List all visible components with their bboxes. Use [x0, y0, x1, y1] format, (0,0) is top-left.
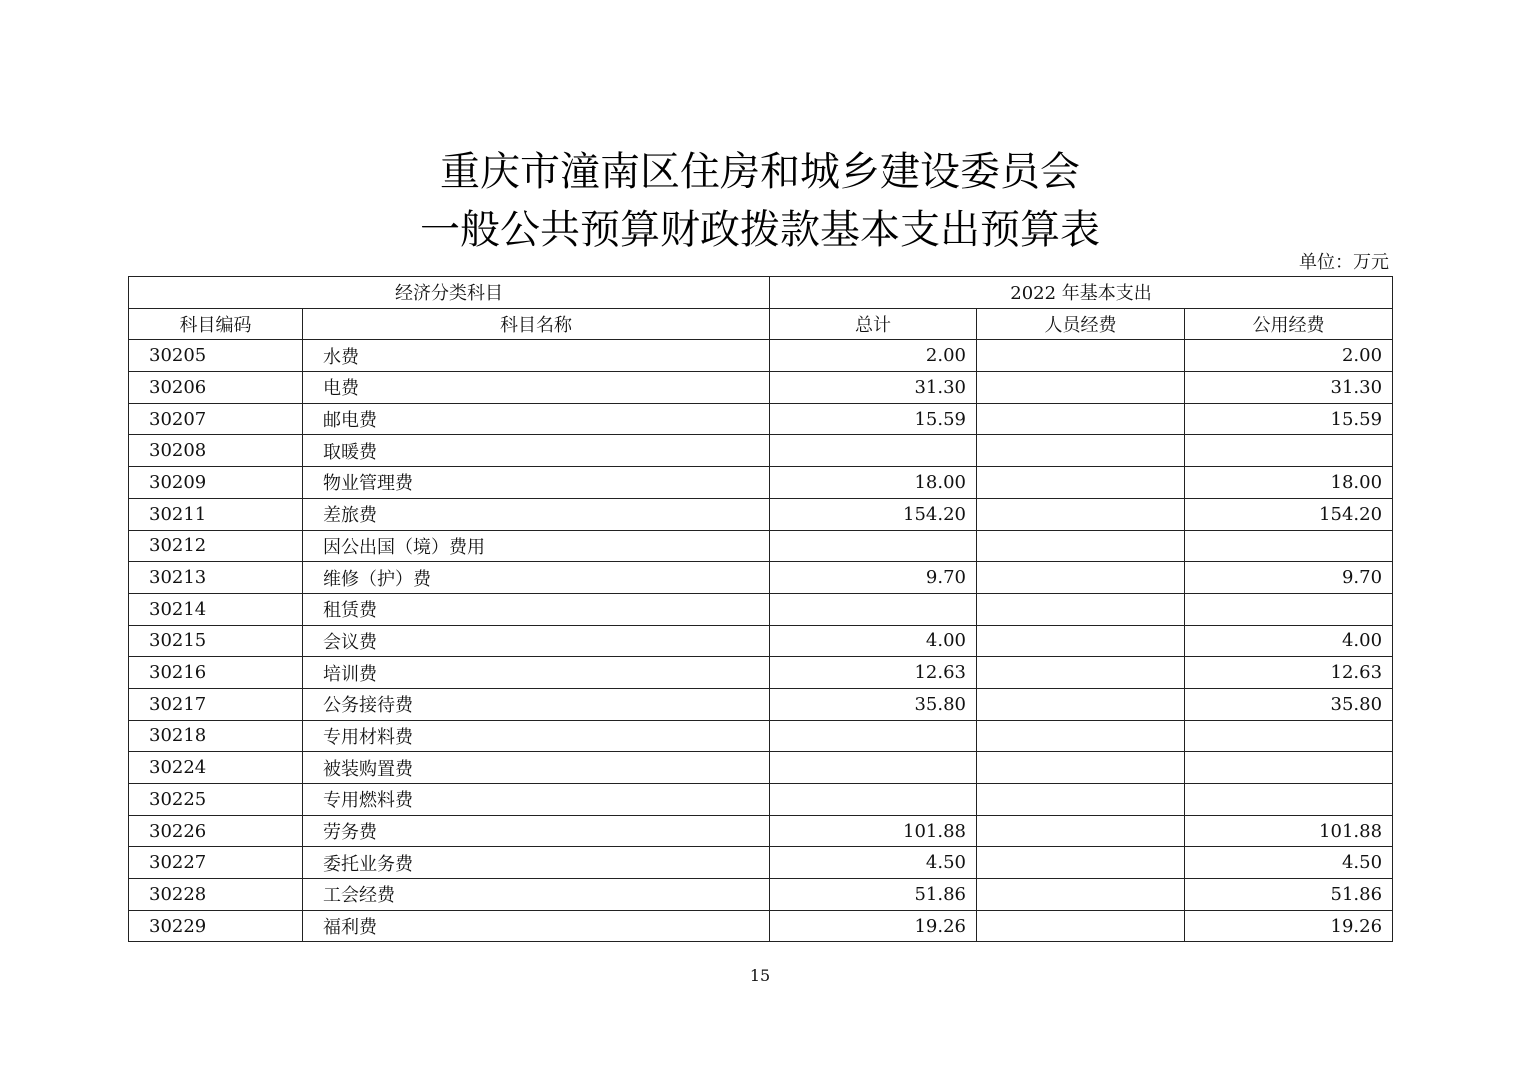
table-row [129, 815, 1393, 847]
cell-public: 4.00 [1185, 625, 1393, 657]
cell-total: 15.59 [770, 403, 977, 435]
cell-code: 30213 [129, 562, 303, 594]
cell-code: 30227 [129, 847, 303, 879]
cell-total [770, 435, 977, 467]
cell-public: 18.00 [1185, 467, 1393, 499]
cell-code: 30224 [129, 752, 303, 784]
cell-personnel [977, 720, 1185, 752]
cell-personnel [977, 752, 1185, 784]
cell-personnel [977, 657, 1185, 689]
cell-name: 专用材料费 [303, 720, 770, 752]
table-row [129, 562, 1393, 594]
cell-code: 30208 [129, 435, 303, 467]
cell-public [1185, 752, 1393, 784]
table-row [129, 784, 1393, 816]
cell-code: 30212 [129, 530, 303, 562]
cell-name: 因公出国（境）费用 [303, 530, 770, 562]
cell-name: 物业管理费 [303, 467, 770, 499]
cell-personnel [977, 847, 1185, 879]
cell-name: 取暖费 [303, 435, 770, 467]
cell-public [1185, 435, 1393, 467]
cell-total [770, 784, 977, 816]
cell-personnel [977, 340, 1185, 372]
cell-public: 4.50 [1185, 847, 1393, 879]
cell-total: 31.30 [770, 372, 977, 404]
cell-public: 101.88 [1185, 815, 1393, 847]
cell-total: 9.70 [770, 562, 977, 594]
cell-total: 51.86 [770, 879, 977, 911]
cell-public: 12.63 [1185, 657, 1393, 689]
cell-name: 劳务费 [303, 815, 770, 847]
table-group-header-row [129, 277, 1393, 309]
cell-total: 154.20 [770, 498, 977, 530]
cell-name: 工会经费 [303, 879, 770, 911]
cell-personnel [977, 435, 1185, 467]
table-row [129, 910, 1393, 942]
unit-label: 单位：万元 [1299, 252, 1389, 273]
cell-public: 15.59 [1185, 403, 1393, 435]
cell-code: 30206 [129, 372, 303, 404]
table-row [129, 467, 1393, 499]
cell-public: 9.70 [1185, 562, 1393, 594]
table-row [129, 657, 1393, 689]
table-row [129, 593, 1393, 625]
cell-public: 154.20 [1185, 498, 1393, 530]
cell-personnel [977, 372, 1185, 404]
cell-personnel [977, 593, 1185, 625]
table-row [129, 435, 1393, 467]
cell-code: 30211 [129, 498, 303, 530]
table-row [129, 879, 1393, 911]
table-row [129, 340, 1393, 372]
table-row [129, 720, 1393, 752]
cell-code: 30209 [129, 467, 303, 499]
table-row [129, 403, 1393, 435]
cell-public: 31.30 [1185, 372, 1393, 404]
cell-personnel [977, 879, 1185, 911]
cell-code: 30218 [129, 720, 303, 752]
table-row [129, 752, 1393, 784]
cell-name: 会议费 [303, 625, 770, 657]
header-public: 公用经费 [1185, 308, 1393, 340]
cell-code: 30229 [129, 910, 303, 942]
cell-name: 培训费 [303, 657, 770, 689]
table-row [129, 498, 1393, 530]
cell-personnel [977, 530, 1185, 562]
cell-public [1185, 530, 1393, 562]
header-total: 总计 [770, 308, 977, 340]
cell-name: 专用燃料费 [303, 784, 770, 816]
cell-public: 19.26 [1185, 910, 1393, 942]
page-subtitle: 一般公共预算财政拨款基本支出预算表 [420, 207, 1100, 253]
budget-table [128, 276, 1393, 942]
cell-code: 30228 [129, 879, 303, 911]
table-row [129, 372, 1393, 404]
header-economic-category: 经济分类科目 [129, 277, 770, 309]
cell-total: 2.00 [770, 340, 977, 372]
cell-total: 101.88 [770, 815, 977, 847]
cell-personnel [977, 688, 1185, 720]
cell-code: 30225 [129, 784, 303, 816]
cell-public [1185, 593, 1393, 625]
cell-personnel [977, 562, 1185, 594]
table-row [129, 625, 1393, 657]
cell-total [770, 720, 977, 752]
cell-personnel [977, 625, 1185, 657]
cell-name: 水费 [303, 340, 770, 372]
cell-public: 2.00 [1185, 340, 1393, 372]
cell-code: 30226 [129, 815, 303, 847]
header-basic-expenditure: 2022 年基本支出 [770, 277, 1393, 309]
page-title: 重庆市潼南区住房和城乡建设委员会 [440, 149, 1080, 195]
cell-public [1185, 720, 1393, 752]
cell-code: 30217 [129, 688, 303, 720]
cell-name: 福利费 [303, 910, 770, 942]
cell-name: 公务接待费 [303, 688, 770, 720]
cell-name: 电费 [303, 372, 770, 404]
table-body [129, 340, 1393, 942]
cell-personnel [977, 784, 1185, 816]
cell-total: 18.00 [770, 467, 977, 499]
table-row [129, 847, 1393, 879]
cell-name: 委托业务费 [303, 847, 770, 879]
cell-name: 租赁费 [303, 593, 770, 625]
cell-personnel [977, 403, 1185, 435]
cell-total: 35.80 [770, 688, 977, 720]
cell-personnel [977, 815, 1185, 847]
header-personnel: 人员经费 [977, 308, 1185, 340]
header-code: 科目编码 [129, 308, 303, 340]
cell-code: 30216 [129, 657, 303, 689]
cell-code: 30205 [129, 340, 303, 372]
cell-total: 4.50 [770, 847, 977, 879]
cell-name: 差旅费 [303, 498, 770, 530]
cell-public [1185, 784, 1393, 816]
cell-total [770, 593, 977, 625]
cell-code: 30214 [129, 593, 303, 625]
cell-total: 12.63 [770, 657, 977, 689]
cell-code: 30207 [129, 403, 303, 435]
cell-code: 30215 [129, 625, 303, 657]
cell-total [770, 752, 977, 784]
header-name: 科目名称 [303, 308, 770, 340]
cell-public: 35.80 [1185, 688, 1393, 720]
cell-name: 被装购置费 [303, 752, 770, 784]
cell-name: 维修（护）费 [303, 562, 770, 594]
table-column-header-row [129, 308, 1393, 340]
cell-total: 19.26 [770, 910, 977, 942]
cell-personnel [977, 910, 1185, 942]
cell-total [770, 530, 977, 562]
table-row [129, 688, 1393, 720]
page-number: 15 [749, 966, 771, 985]
table-row [129, 530, 1393, 562]
cell-personnel [977, 467, 1185, 499]
cell-public: 51.86 [1185, 879, 1393, 911]
cell-personnel [977, 498, 1185, 530]
cell-name: 邮电费 [303, 403, 770, 435]
cell-total: 4.00 [770, 625, 977, 657]
